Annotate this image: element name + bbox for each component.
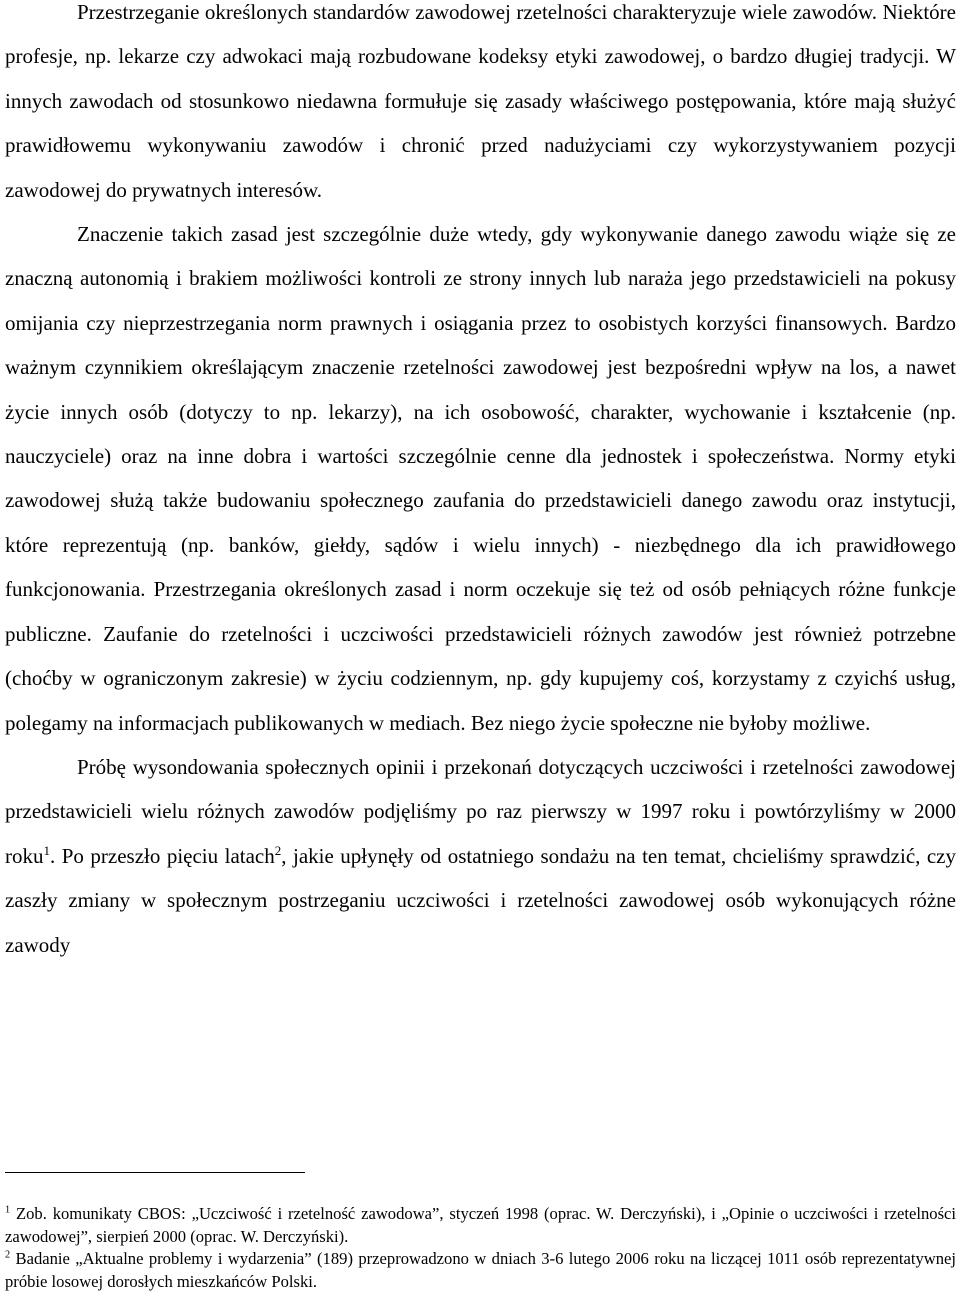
footnote-1	[5, 1203, 956, 1248]
footnote-separator	[5, 1172, 305, 1173]
footnote-2-number: 2	[5, 1249, 11, 1261]
paragraph-3	[5, 745, 956, 967]
footnote-1-number: 1	[5, 1204, 11, 1216]
paragraph-1: Przestrzeganie określonych standardów zawodowej rzetelności charakteryzuje wiele zawodów. Niektóre profesje, np. lekarze czy adwokaci mają rozbudowane kodeksy etyki zawodowej, o bardzo długiej tradycji. W innych zawodach od stosunkowo niedawna formułuje się zasady właściwego postępowania, które mają służyć prawidłowemu wykonywaniu zawodów i chronić przed nadużyciami czy wykorzystywaniem pozycji zawodowej do prywatnych interesów.	[5, 0, 956, 202]
paragraph-3-part-a: Próbę wysondowania społecznych opinii i przekonań dotyczących uczciwości i rzetelności zawodowej przedstawicieli wielu różnych zawodów podjęliśmy po raz pierwszy w 1997 roku i powtórzyliśmy w 2000 roku	[5, 754, 956, 868]
footnote-ref-2: 2	[274, 842, 282, 858]
footnotes	[5, 1203, 956, 1293]
footnote-ref-1: 1	[43, 842, 51, 858]
paragraph-3-part-b: . Po przeszło pięciu latach	[50, 843, 275, 868]
body-text	[5, 0, 956, 967]
footnote-2-text: Badanie „Aktualne problemy i wydarzenia” (189) przeprowadzono w dniach 3-6 lutego 2006 roku na liczącej 1011 osób reprezentatywnej próbie losowej dorosłych mieszkańców Polski.	[5, 1249, 956, 1291]
footnote-1-text: Zob. komunikaty CBOS: „Uczciwość i rzetelność zawodowa”, styczeń 1998 (oprac. W. Derczyński), i „Opinie o uczciwości i rzetelności zawodowej”, sierpień 2000 (oprac. W. Derczyński).	[5, 1204, 957, 1246]
paragraph-2: Znaczenie takich zasad jest szczególnie duże wtedy, gdy wykonywanie danego zawodu wiąże się ze znaczną autonomią i brakiem możliwości kontroli ze strony innych lub naraża jego przedstawicieli na pokusy omijania czy nieprzestrzegania norm prawnych i osiągania przez to osobistych korzyści finansowych. Bardzo ważnym czynnikiem określającym znaczenie rzetelności zawodowej jest bezpośredni wpływ na los, a nawet życie innych osób (dotyczy to np. lekarzy), na ich osobowość, charakter, wychowanie i kształcenie (np. nauczyciele) oraz na inne dobra i wartości szczególnie cenne dla jednostek i społeczeństwa. Normy etyki zawodowej służą także budowaniu społecznego zaufania do przedstawicieli danego zawodu oraz instytucji, które reprezentują (np. banków, giełdy, sądów i wielu innych) - niezbędnego dla ich prawidłowego funkcjonowania. Przestrzegania określonych zasad i norm oczekuje się też od osób pełniących różne funkcje publiczne. Zaufanie do rzetelności i uczciwości przedstawicieli różnych zawodów jest również potrzebne (choćby w ograniczonym zakresie) w życiu codziennym, np. gdy kupujemy coś, korzystamy z czyichś usług, polegamy na informacjach publikowanych w mediach. Bez niego życie społeczne nie byłoby możliwe.	[5, 222, 956, 735]
footnote-2	[5, 1248, 956, 1293]
paragraph-3-part-c: , jakie upłynęły od ostatniego sondażu na ten temat, chcieliśmy sprawdzić, czy zaszły zmiany w społecznym postrzeganiu uczciwości i rzetelności zawodowej osób wykonujących różne zawody	[5, 843, 957, 957]
